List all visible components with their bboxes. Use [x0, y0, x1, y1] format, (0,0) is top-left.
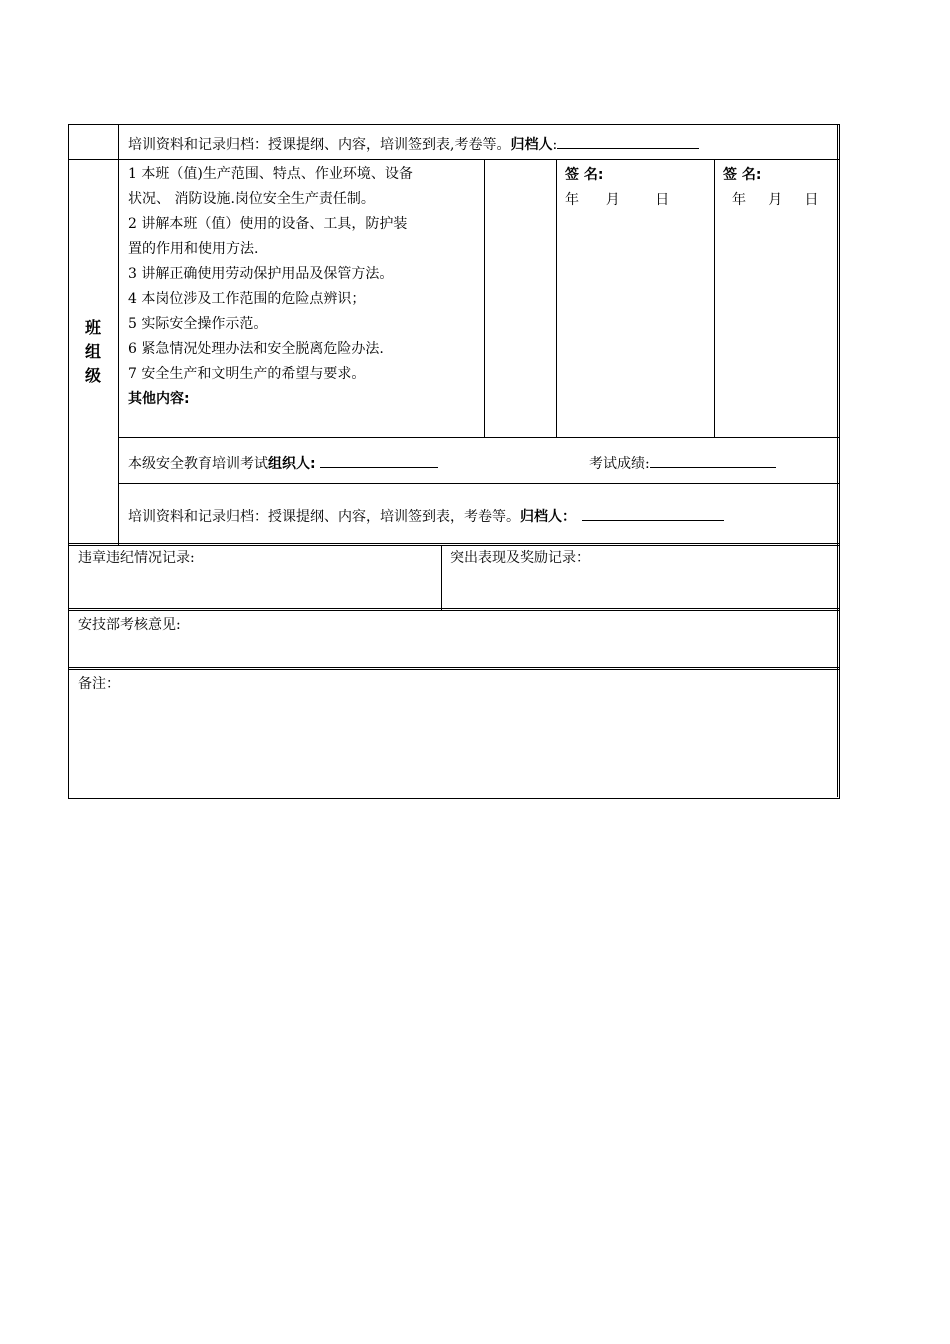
divider	[118, 437, 839, 438]
double-divider	[68, 608, 839, 611]
score-label: 考试成绩:	[589, 456, 650, 472]
double-divider	[68, 543, 839, 546]
archive-text: 培训资料和记录归档：授课提纲、内容，培训签到表,考卷等。	[128, 137, 511, 153]
content-line: 7 安全生产和文明生产的希望与要求。	[128, 366, 366, 382]
signature-label-1: 签 名:	[565, 167, 604, 183]
exam-score-row	[589, 453, 776, 473]
other-content-label: 其他内容:	[128, 391, 190, 407]
archive-row-top	[128, 134, 699, 154]
right-border-inner	[837, 124, 838, 797]
content-line: 6 紧急情况处理办法和安全脱离危险办法.	[128, 341, 384, 357]
archive-row-bottom	[128, 506, 724, 526]
training-content-list	[128, 162, 478, 412]
archiver-field[interactable]	[582, 506, 724, 521]
archiver-field[interactable]	[557, 134, 699, 149]
divider	[441, 545, 442, 610]
content-line: 4 本岗位涉及工作范围的危险点辨识；	[128, 291, 366, 307]
divider	[714, 159, 715, 438]
content-line: 1 本班（值)生产范围、特点、作业环境、设备	[128, 166, 413, 182]
divider	[118, 483, 839, 484]
colon: :	[552, 137, 558, 153]
remarks-label: 备注：	[78, 676, 120, 692]
divider	[556, 159, 557, 438]
organizer-label: 组织人:	[268, 456, 316, 472]
signature-label-2: 签 名:	[723, 167, 762, 183]
content-line: 5 实际安全操作示范。	[128, 316, 268, 332]
double-divider	[68, 667, 839, 670]
training-record-form	[68, 124, 840, 799]
content-line: 状况、 消防设施.岗位安全生产责任制。	[128, 191, 375, 207]
archiver-label: 归档人：	[520, 509, 576, 525]
section-label-char: 组	[84, 342, 101, 361]
content-line: 置的作用和使用方法.	[128, 241, 259, 257]
section-label-char: 级	[84, 366, 101, 385]
divider	[484, 159, 485, 438]
violation-label: 违章违纪情况记录:	[78, 550, 195, 566]
score-field[interactable]	[650, 453, 776, 468]
archive-text: 培训资料和记录归档：授课提纲、内容，培训签到表，考卷等。	[128, 509, 520, 525]
divider	[118, 124, 119, 545]
reward-label: 突出表现及奖励记录：	[450, 550, 590, 566]
section-label-char: 班	[84, 318, 101, 337]
content-line: 2 讲解本班（值）使用的设备、工具，防护装	[128, 216, 408, 232]
archiver-label: 归档人	[510, 137, 553, 153]
organizer-field[interactable]	[320, 453, 438, 468]
review-label: 安技部考核意见:	[78, 617, 181, 633]
content-line: 3 讲解正确使用劳动保护用品及保管方法。	[128, 266, 394, 282]
section-label-team-level	[68, 316, 118, 388]
exam-prefix: 本级安全教育培训考试	[128, 456, 268, 472]
exam-organizer-row	[128, 453, 438, 473]
signature-date-1: 年 月 日	[565, 192, 670, 208]
signature-date-2: 年 月 日	[732, 192, 819, 208]
divider	[68, 159, 839, 160]
